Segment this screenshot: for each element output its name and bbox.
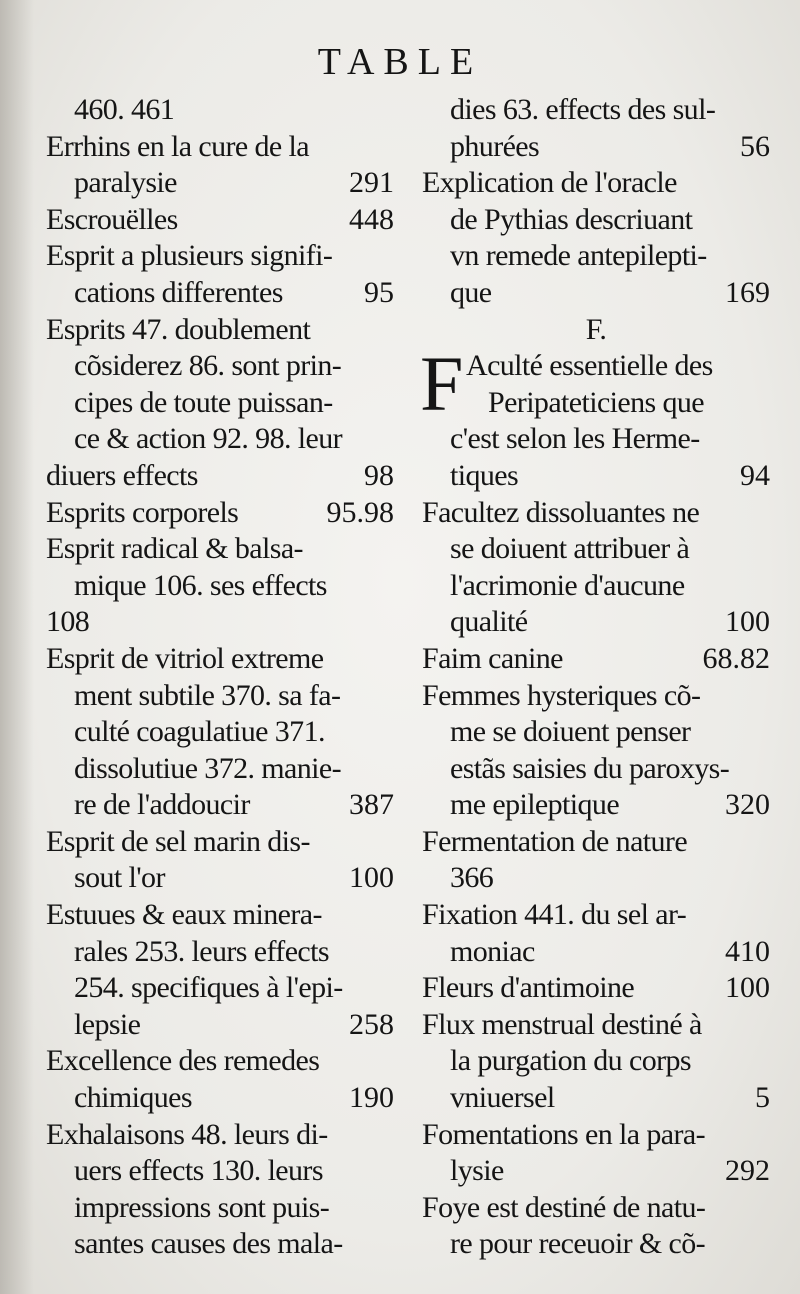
index-line xyxy=(46,385,394,422)
entry-text: Aculté essentielle des xyxy=(466,349,713,383)
entry-text: 254. specifiques à l'epi- xyxy=(74,971,343,1005)
entry-text: cõsiderez 86. sont prin- xyxy=(74,349,342,383)
entry-text: Escrouëlles xyxy=(46,202,178,236)
entry-text: me se doiuent penser xyxy=(450,715,691,749)
index-line xyxy=(46,1007,394,1044)
entry-text: Fixation 441. du sel ar- xyxy=(422,898,687,932)
index-line xyxy=(422,275,770,312)
index-line xyxy=(422,1117,770,1154)
index-line xyxy=(46,458,394,495)
entry-text: Esprits corporels xyxy=(46,495,239,529)
index-line xyxy=(46,531,394,568)
page-number: 95.98 xyxy=(326,495,394,529)
page-number: 320 xyxy=(725,788,770,822)
entry-text: c'est selon les Herme- xyxy=(450,422,700,456)
entry-text: mique 106. ses effects xyxy=(74,568,327,602)
index-line xyxy=(46,165,394,202)
page-number: 94 xyxy=(740,458,770,492)
entry-text: Fermentation de nature xyxy=(422,824,688,858)
entry-text: Faim canine xyxy=(422,641,563,675)
index-line xyxy=(46,92,394,129)
entry-text: Esprit a plusieurs signifi- xyxy=(46,239,333,273)
index-line xyxy=(46,860,394,897)
index-line xyxy=(46,641,394,678)
page-number: 190 xyxy=(349,1081,394,1115)
index-line xyxy=(422,238,770,275)
binding-shadow xyxy=(0,0,34,1294)
index-line xyxy=(422,860,770,897)
index-line xyxy=(46,1226,394,1263)
entry-text: Flux menstrual destiné à xyxy=(422,1007,702,1041)
entry-text: de Pythias descriuant xyxy=(450,202,693,236)
page-number: 387 xyxy=(349,788,394,822)
index-line xyxy=(422,312,770,349)
page-number: 95 xyxy=(364,275,394,309)
entry-text: santes causes des mala- xyxy=(74,1227,343,1261)
index-line xyxy=(46,129,394,166)
index-line xyxy=(46,1080,394,1117)
entry-text: qualité xyxy=(450,605,528,639)
index-line xyxy=(422,824,770,861)
page-number: 292 xyxy=(725,1154,770,1188)
entry-text: culté coagulatiue 371. xyxy=(74,715,325,749)
index-line xyxy=(422,641,770,678)
entry-text: Femmes hysteriques cõ- xyxy=(422,678,701,712)
entry-text: Estuues & eaux minera- xyxy=(46,898,322,932)
index-line xyxy=(46,348,394,385)
index-line xyxy=(46,495,394,532)
index-line xyxy=(422,1190,770,1227)
page-number: 5 xyxy=(755,1081,770,1115)
entry-text: lepsie xyxy=(74,1007,141,1041)
index-line xyxy=(46,787,394,824)
index-line xyxy=(46,1190,394,1227)
entry-text: re de l'addoucir xyxy=(74,788,250,822)
entry-text: chimiques xyxy=(74,1081,192,1115)
index-line xyxy=(46,421,394,458)
index-line xyxy=(422,970,770,1007)
index-line xyxy=(422,1153,770,1190)
index-line xyxy=(422,934,770,971)
page-number: 100 xyxy=(725,971,770,1005)
index-line xyxy=(46,751,394,788)
page-number: 68.82 xyxy=(702,641,770,675)
page-number: 448 xyxy=(349,202,394,236)
page-title: TABLE xyxy=(317,41,483,83)
index-line xyxy=(46,714,394,751)
index-line xyxy=(422,751,770,788)
page-number: 100 xyxy=(349,861,394,895)
index-line xyxy=(422,495,770,532)
entry-text: 366 xyxy=(450,861,494,895)
entry-text: vn remede antepilepti- xyxy=(450,239,707,273)
index-line xyxy=(46,970,394,1007)
entry-text: ment subtile 370. sa fa- xyxy=(74,678,341,712)
entry-text: Excellence des remedes xyxy=(46,1044,320,1078)
index-line xyxy=(422,568,770,605)
entry-text: tiques xyxy=(450,458,519,492)
index-line xyxy=(46,824,394,861)
entry-text: l'acrimonie d'aucune xyxy=(450,568,685,602)
page-number: 258 xyxy=(349,1007,394,1041)
entry-text: 108 xyxy=(46,605,90,639)
entry-text: ce & action 92. 98. leur xyxy=(74,422,343,456)
index-line xyxy=(422,129,770,166)
index-line xyxy=(46,1153,394,1190)
entry-text: dissolutiue 372. manie- xyxy=(74,751,341,785)
dropcap-letter: F xyxy=(420,340,464,428)
index-line xyxy=(46,604,394,641)
entry-text: rales 253. leurs effects xyxy=(74,934,329,968)
index-line xyxy=(422,202,770,239)
index-line xyxy=(422,1007,770,1044)
entry-text: Explication de l'oracle xyxy=(422,166,677,200)
entry-text: Esprits 47. doublement xyxy=(46,312,311,346)
entry-text: lysie xyxy=(450,1154,504,1188)
index-line xyxy=(46,678,394,715)
index-line xyxy=(46,202,394,239)
index-line xyxy=(422,897,770,934)
entry-text: 460. 461 xyxy=(74,93,175,126)
entry-text: vniuersel xyxy=(450,1081,555,1115)
entry-text: Esprit de vitriol extreme xyxy=(46,641,324,675)
index-line xyxy=(422,385,770,422)
entry-text: me epileptique xyxy=(450,788,620,822)
entry-text: re pour receuoir & cõ- xyxy=(450,1227,705,1261)
index-line xyxy=(422,787,770,824)
index-line xyxy=(422,421,770,458)
entry-text: uers effects 130. leurs xyxy=(74,1154,323,1188)
entry-text: sout l'or xyxy=(74,861,165,895)
entry-text: Esprit radical & balsa- xyxy=(46,532,303,566)
entry-text: Exhalaisons 48. leurs di- xyxy=(46,1117,328,1151)
entry-text: impressions sont puis- xyxy=(74,1190,330,1224)
page-number: 98 xyxy=(364,458,394,492)
page-number: 410 xyxy=(725,934,770,968)
left-column xyxy=(46,92,394,1263)
entry-text: cations differentes xyxy=(74,275,283,309)
entry-text: Peripateticiens que xyxy=(488,385,705,419)
index-line xyxy=(46,1043,394,1080)
page-number: 56 xyxy=(740,129,770,163)
index-line xyxy=(46,568,394,605)
page-number: 169 xyxy=(725,275,770,309)
entry-text: Facultez dissoluantes ne xyxy=(422,495,700,529)
index-line xyxy=(46,238,394,275)
entry-text: Fomentations en la para- xyxy=(422,1117,706,1151)
entry-text: Foye est destiné de natu- xyxy=(422,1190,706,1224)
index-line xyxy=(422,92,770,129)
index-line xyxy=(422,1043,770,1080)
entry-text: Esprit de sel marin dis- xyxy=(46,824,310,858)
index-line xyxy=(422,604,770,641)
index-line xyxy=(46,1117,394,1154)
index-line xyxy=(422,1226,770,1263)
entry-text: Errhins en la cure de la xyxy=(46,129,309,163)
entry-text: paralysie xyxy=(74,166,177,200)
section-letter: F. xyxy=(585,312,607,346)
page-number: 100 xyxy=(725,605,770,639)
index-line xyxy=(46,275,394,312)
entry-text: Fleurs d'antimoine xyxy=(422,971,635,1005)
entry-text: diuers effects xyxy=(46,458,198,492)
index-line xyxy=(422,714,770,751)
index-line xyxy=(422,678,770,715)
entry-text: se doiuent attribuer à xyxy=(450,532,690,566)
page-number: 291 xyxy=(349,166,394,200)
entry-text: phurées xyxy=(450,129,540,163)
right-column xyxy=(422,92,770,1263)
entry-text: moniac xyxy=(450,934,535,968)
entry-text: la purgation du corps xyxy=(450,1044,691,1078)
entry-text: cipes de toute puissan- xyxy=(74,385,333,419)
index-line xyxy=(422,165,770,202)
entry-text: estãs saisies du paroxys- xyxy=(450,751,730,785)
index-line xyxy=(46,897,394,934)
entry-text: dies 63. effects des sul- xyxy=(450,93,716,126)
index-line xyxy=(46,934,394,971)
index-line xyxy=(46,312,394,349)
index-line xyxy=(422,531,770,568)
entry-text: que xyxy=(450,275,492,309)
index-line xyxy=(422,458,770,495)
index-line xyxy=(422,1080,770,1117)
